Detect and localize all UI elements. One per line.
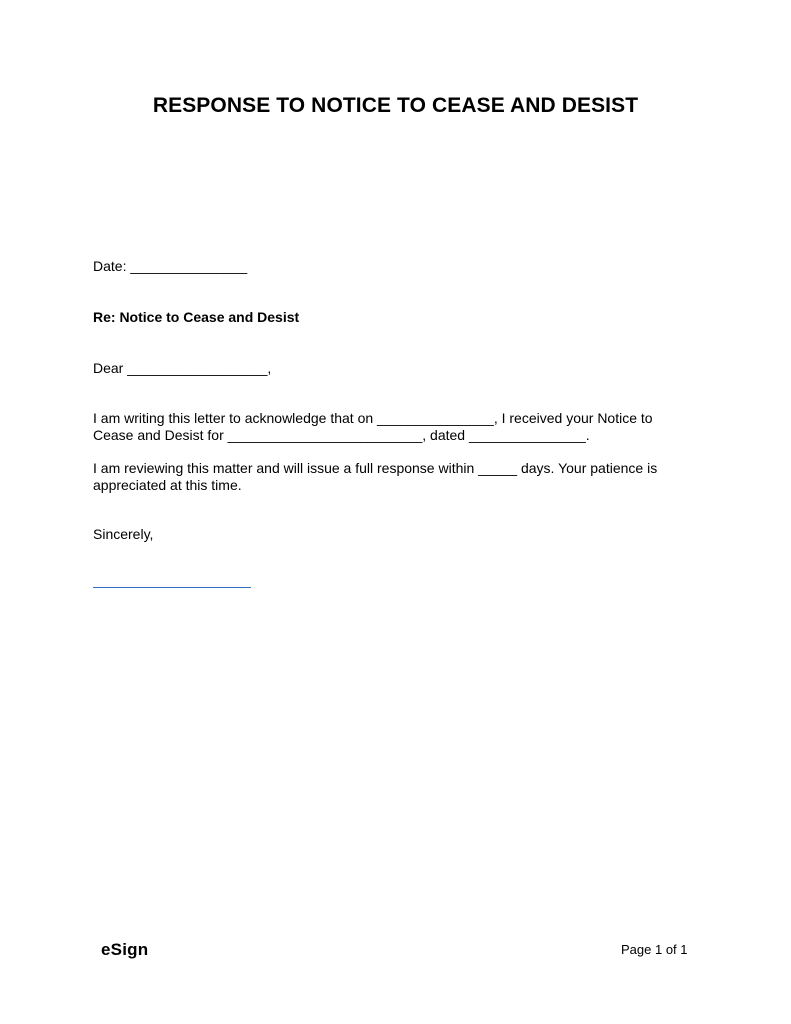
date-line: Date: _______________ (93, 258, 248, 274)
acknowledgment-line-1: I am writing this letter to acknowledge that on _______________, I received your Notice to (93, 410, 653, 426)
salutation: Dear __________________, (93, 360, 272, 376)
acknowledgment-paragraph (93, 410, 693, 444)
closing: Sincerely, (93, 526, 154, 542)
subject-line: Re: Notice to Cease and Desist (93, 309, 300, 325)
review-line-1: I am reviewing this matter and will issue a full response within _____ days. Your patience is (93, 460, 658, 476)
signature-line (93, 587, 251, 588)
document-title: RESPONSE TO NOTICE TO CEASE AND DESIST (152, 94, 639, 117)
review-line-2: appreciated at this time. (93, 477, 242, 493)
acknowledgment-line-2: Cease and Desist for _________________________, dated _______________. (93, 427, 590, 443)
esign-logo: eSign (101, 940, 149, 959)
page-number: Page 1 of 1 (621, 942, 688, 957)
review-paragraph (93, 460, 693, 494)
